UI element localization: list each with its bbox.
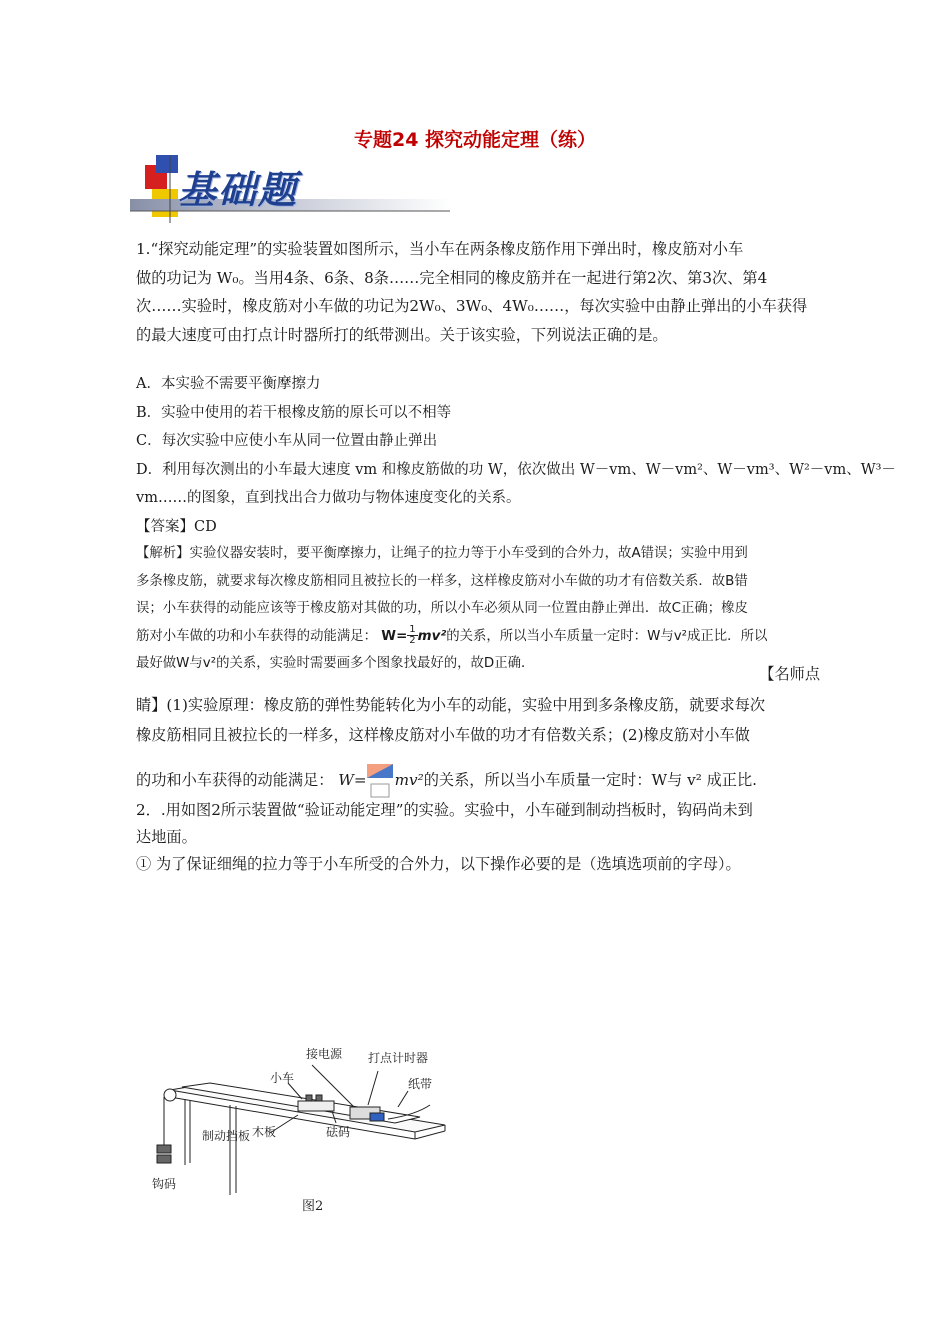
analysis-line: 【解析】实验仪器安装时，要平衡摩擦力，让绳子的拉力等于小车受到的合外力，故A错误；实验中用到 (136, 546, 748, 561)
q2-line: ① 为了保证细绳的拉力等于小车所受的合外力，以下操作必要的是（选填选项前的字母）。 (136, 855, 741, 873)
q2-line: 达地面。 (136, 828, 197, 846)
figure-2 (140, 1045, 460, 1215)
q1-line: 1.“探究动能定理”的实验装置如图所示，当小车在两条橡皮筋作用下弹出时，橡皮筋对小车 (136, 240, 744, 258)
tip-block (136, 690, 816, 798)
analysis-text: 的关系，所以当小车质量一定时：W与v²成正比．所以 (446, 628, 768, 644)
analysis-block (136, 540, 776, 678)
label-stopper: 制动挡板 (202, 1129, 251, 1143)
fraction-num: 1 (409, 624, 416, 635)
q2-line: 2．.用如图2所示装置做“验证动能定理”的实验。实验中，小车碰到制动挡板时，钩码尚未到 (136, 801, 753, 819)
apparatus-diagram (140, 1045, 460, 1215)
question-2-stem (136, 797, 816, 878)
question-1-options (136, 370, 896, 541)
label-board: 木板 (252, 1125, 277, 1139)
tip-text: 的功和小车获得的动能满足： (136, 771, 334, 789)
label-timer: 打点计时器 (368, 1051, 429, 1065)
q1-line: 的最大速度可由打点计时器所打的纸带测出。关于该实验，下列说法正确的是。 (136, 325, 668, 344)
banner-text: 基础题 (178, 167, 299, 212)
option-d-cont: vm……的图象，直到找出合力做功与物体速度变化的关系。 (136, 490, 521, 506)
tip-formula-mv: mv² (394, 771, 424, 789)
tip-text: 的关系，所以当小车质量一定时：W与 v² 成正比. (423, 771, 758, 789)
tip-line: 橡皮筋相同且被拉长的一样多，这样橡皮筋对小车做的功才有倍数关系；(2)橡皮筋对小车做 (136, 726, 750, 744)
fraction-den: 2 (409, 635, 416, 646)
q1-line: 做的功记为 W₀。当用4条、6条、8条……完全相同的橡皮筋并在一起进行第2次、第3次、第4 (136, 268, 768, 287)
tip-formula-line (136, 764, 816, 798)
analysis-text: 筋对小车做的功和小车获得的动能满足： (136, 628, 378, 644)
tip-formula-w: W= (338, 771, 367, 789)
answer: 【答案】CD (136, 518, 217, 535)
section-banner (130, 155, 450, 223)
label-cart: 小车 (270, 1071, 295, 1085)
option-d: D．利用每次测出的小车最大速度 vm 和橡皮筋做的功 W，依次做出 W－vm、W－vm²、W－vm³、W²－vm、W³－ (136, 461, 896, 478)
q1-line: 次……实验时，橡皮筋对小车做的功记为2W₀、3W₀、4W₀……，每次实验中由静止弹出的小车获得 (136, 297, 808, 315)
analysis-formula-line (136, 623, 776, 651)
option-b: B．实验中使用的若干根橡皮筋的原长可以不相等 (136, 404, 452, 421)
analysis-line: 误；小车获得的动能应该等于橡皮筋对其做的功，所以小车必须从同一位置由静止弹出．故C正确；橡皮 (136, 601, 748, 616)
analysis-line: 多条橡皮筋，就要求每次橡皮筋相同且被拉长的一样多，这样橡皮筋对小车做的功才有倍数关系．故B错 (136, 573, 748, 589)
fraction-image-icon (367, 764, 395, 798)
analysis-line: 最好做W与v²的关系，实验时需要画多个图象找最好的，故D正确． (136, 656, 535, 671)
option-a: A．本实验不需要平衡摩擦力 (136, 376, 321, 392)
fraction (407, 625, 417, 646)
tip-line: 睛】(1)实验原理：橡皮筋的弹性势能转化为小车的动能，实验中用到多条橡皮筋，就要求每次 (136, 696, 766, 714)
figure-caption: 图2 (302, 1199, 324, 1214)
label-tape: 纸带 (408, 1077, 433, 1091)
tip-head: 【名师点 (759, 665, 820, 683)
question-1-stem (136, 235, 816, 349)
label-power: 接电源 (306, 1047, 343, 1061)
formula-mv: mv² (417, 628, 447, 644)
label-hook: 钩码 (152, 1177, 177, 1191)
option-c: C．每次实验中应使小车从同一位置由静止弹出 (136, 433, 438, 449)
page-title: 专题24 探究动能定理（练） (353, 129, 597, 151)
formula-w: W= (381, 628, 408, 644)
label-weights: 砝码 (326, 1125, 351, 1139)
